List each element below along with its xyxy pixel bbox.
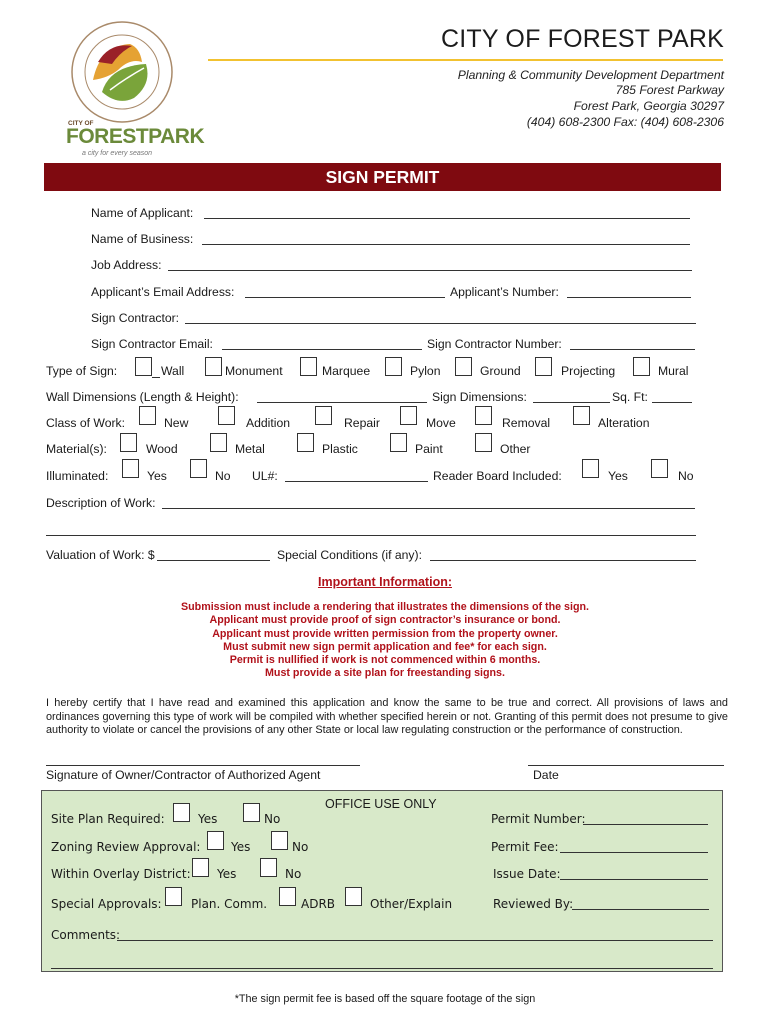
contractor-field[interactable] [185, 323, 696, 324]
email-field[interactable] [245, 297, 445, 298]
important-line-2: Applicant must provide proof of sign contractor’s insurance or bond. [209, 614, 561, 626]
label-valuation: Valuation of Work: $ [46, 548, 155, 562]
label-issue-date: Issue Date: [493, 867, 561, 881]
material-metal-label: Metal [235, 442, 265, 456]
valuation-field[interactable] [157, 560, 270, 561]
street-address: 785 Forest Parkway [615, 83, 724, 97]
sign-dimensions-field[interactable] [533, 402, 610, 403]
site-plan-no-label: No [264, 812, 281, 826]
certification-text: I hereby certify that I have read and examined this application and know the same to be true and correct. All provisions of laws and ordinances governing this type of work will be compiled with whether specified herein or not. Granting of this permit does not presume to give authority to violate or cancel the provisions of any other State or local law regulating construction or the performance of construction. [46, 697, 728, 736]
label-contractor-email: Sign Contractor Email: [91, 337, 213, 351]
special-other-checkbox[interactable] [345, 887, 362, 906]
special-adrb-checkbox[interactable] [279, 887, 296, 906]
overlay-yes-checkbox[interactable] [192, 858, 209, 877]
work-alteration-label: Alteration [598, 416, 650, 430]
material-other-checkbox[interactable] [475, 433, 492, 452]
logo-wordmark-small: CITY OF [68, 120, 94, 127]
label-sqft: Sq. Ft: [612, 390, 648, 404]
label-business: Name of Business: [91, 232, 194, 246]
label-special-approvals: Special Approvals: [51, 897, 162, 911]
logo-tagline: a city for every season [82, 150, 153, 157]
important-line-6: Must provide a site plan for freestanding signs. [265, 667, 505, 679]
city-title: CITY OF FOREST PARK [440, 25, 724, 53]
department: Planning & Community Development Department [457, 68, 724, 82]
sign-type-projecting-checkbox[interactable] [535, 357, 552, 376]
job-address-field[interactable] [168, 270, 692, 271]
important-title: Important Information: [317, 575, 452, 589]
sign-type-mural-label: Mural [658, 364, 689, 378]
label-applicant-number: Applicant’s Number: [450, 285, 559, 299]
label-job-address: Job Address: [91, 258, 162, 272]
reader-board-yes-label: Yes [608, 469, 628, 483]
zoning-yes-label: Yes [231, 840, 251, 854]
wall-dimensions-field[interactable] [257, 402, 427, 403]
material-wood-label: Wood [146, 442, 178, 456]
illuminated-no-label: No [215, 469, 231, 483]
special-conditions-field[interactable] [430, 560, 696, 561]
label-overlay: Within Overlay District: [51, 867, 191, 881]
label-permit-fee: Permit Fee: [491, 840, 559, 854]
work-removal-checkbox[interactable] [475, 406, 492, 425]
sign-type-pylon-checkbox[interactable] [385, 357, 402, 376]
label-contractor: Sign Contractor: [91, 311, 180, 325]
site-plan-yes-label: Yes [198, 812, 218, 826]
material-other-label: Other [500, 442, 531, 456]
work-repair-checkbox[interactable] [315, 406, 332, 425]
material-paint-checkbox[interactable] [390, 433, 407, 452]
label-wall-dimensions: Wall Dimensions (Length & Height): [46, 390, 239, 404]
material-metal-checkbox[interactable] [210, 433, 227, 452]
date-label: Date [533, 768, 559, 782]
sign-type-wall-checkbox[interactable] [135, 357, 152, 376]
label-type-of-sign: Type of Sign: [46, 364, 118, 378]
reader-board-yes-checkbox[interactable] [582, 459, 599, 478]
material-paint-label: Paint [415, 442, 443, 456]
applicant-field[interactable] [204, 218, 690, 219]
important-line-5: Permit is nullified if work is not commenced within 6 months. [229, 654, 541, 666]
comments-field-line2[interactable] [51, 968, 713, 969]
label-class-of-work: Class of Work: [46, 416, 126, 430]
material-plastic-label: Plastic [322, 442, 358, 456]
comments-field-line1[interactable] [117, 940, 713, 941]
reader-board-no-checkbox[interactable] [651, 459, 668, 478]
sign-type-pylon-label: Pylon [410, 364, 441, 378]
zoning-yes-checkbox[interactable] [207, 831, 224, 850]
label-reader-board: Reader Board Included: [433, 469, 562, 483]
label-materials: Material(s): [46, 442, 107, 456]
label-ul: UL#: [252, 469, 278, 483]
sign-type-monument-checkbox[interactable] [205, 357, 222, 376]
label-description: Description of Work: [46, 496, 156, 510]
label-zoning: Zoning Review Approval: [51, 840, 201, 854]
description-field-line2[interactable] [46, 535, 696, 536]
zoning-no-label: No [292, 840, 309, 854]
important-line-3: Applicant must provide written permission from the property owner. [212, 628, 558, 640]
signature-line[interactable] [46, 765, 360, 766]
material-wood-checkbox[interactable] [120, 433, 137, 452]
applicant-number-field[interactable] [567, 297, 691, 298]
label-reviewed-by: Reviewed By: [493, 897, 574, 911]
city-state: Forest Park, Georgia 30297 [573, 99, 724, 113]
illuminated-no-checkbox[interactable] [190, 459, 207, 478]
overlay-no-label: No [285, 867, 302, 881]
label-contractor-number: Sign Contractor Number: [427, 337, 562, 351]
contractor-email-field[interactable] [222, 349, 422, 350]
work-addition-checkbox[interactable] [218, 406, 235, 425]
overlay-no-checkbox[interactable] [260, 858, 277, 877]
site-plan-yes-checkbox[interactable] [173, 803, 190, 822]
sign-type-projecting-label: Projecting [561, 364, 616, 378]
material-plastic-checkbox[interactable] [297, 433, 314, 452]
phone-fax: (404) 608-2300 Fax: (404) 608-2306 [526, 115, 724, 129]
label-special-conditions: Special Conditions (if any): [277, 548, 422, 562]
label-comments: Comments: [51, 928, 121, 942]
label-applicant: Name of Applicant: [91, 206, 194, 220]
work-addition-label: Addition [246, 416, 291, 430]
date-line[interactable] [528, 765, 724, 766]
work-new-label: New [164, 416, 189, 430]
gold-divider [208, 59, 723, 61]
work-repair-label: Repair [344, 416, 380, 430]
sign-type-mural-checkbox[interactable] [633, 357, 650, 376]
reader-board-no-label: No [678, 469, 694, 483]
ul-field[interactable] [285, 481, 428, 482]
sign-type-ground-label: Ground [480, 364, 521, 378]
sign-type-marquee-checkbox[interactable] [300, 357, 317, 376]
special-other-label: Other/Explain [370, 897, 453, 911]
work-new-checkbox[interactable] [139, 406, 156, 425]
reviewed-by-field[interactable] [572, 909, 709, 910]
business-field[interactable] [202, 244, 690, 245]
special-adrb-label: ADRB [301, 897, 336, 911]
label-illuminated: Illuminated: [46, 469, 109, 483]
footnote: *The sign permit fee is based off the square footage of the sign [234, 993, 536, 1005]
logo-wordmark: FORESTPARK [66, 125, 205, 148]
contractor-number-field[interactable] [570, 349, 695, 350]
sign-type-wall-label: Wall [161, 364, 185, 378]
label-permit-number: Permit Number: [491, 812, 586, 826]
sign-permit-banner: SIGN PERMIT [44, 163, 721, 191]
description-field-line1[interactable] [162, 508, 695, 509]
special-plan-comm-checkbox[interactable] [165, 887, 182, 906]
work-alteration-checkbox[interactable] [573, 406, 590, 425]
label-sign-dimensions: Sign Dimensions: [432, 390, 527, 404]
office-title: OFFICE USE ONLY [325, 797, 437, 811]
zoning-no-checkbox[interactable] [271, 831, 288, 850]
important-line-1: Submission must include a rendering that illustrates the dimensions of the sign. [181, 601, 589, 613]
label-site-plan: Site Plan Required: [51, 812, 165, 826]
permit-fee-field[interactable] [560, 852, 708, 853]
sign-type-ground-checkbox[interactable] [455, 357, 472, 376]
sign-type-marquee-label: Marquee [322, 364, 371, 378]
work-move-label: Move [426, 416, 456, 430]
important-line-4: Must submit new sign permit application and fee* for each sign. [223, 641, 547, 653]
label-email: Applicant’s Email Address: [91, 285, 235, 299]
signature-label: Signature of Owner/Contractor of Authorized Agent [46, 768, 321, 782]
permit-number-field[interactable] [583, 824, 708, 825]
site-plan-no-checkbox[interactable] [243, 803, 260, 822]
overlay-yes-label: Yes [217, 867, 237, 881]
illuminated-yes-checkbox[interactable] [122, 459, 139, 478]
sign-type-monument-label: Monument [225, 364, 283, 378]
sqft-field[interactable] [652, 402, 692, 403]
work-removal-label: Removal [502, 416, 551, 430]
special-plan-comm-label: Plan. Comm. [191, 897, 268, 911]
issue-date-field[interactable] [560, 879, 708, 880]
city-logo [60, 18, 205, 168]
work-move-checkbox[interactable] [400, 406, 417, 425]
illuminated-yes-label: Yes [147, 469, 167, 483]
